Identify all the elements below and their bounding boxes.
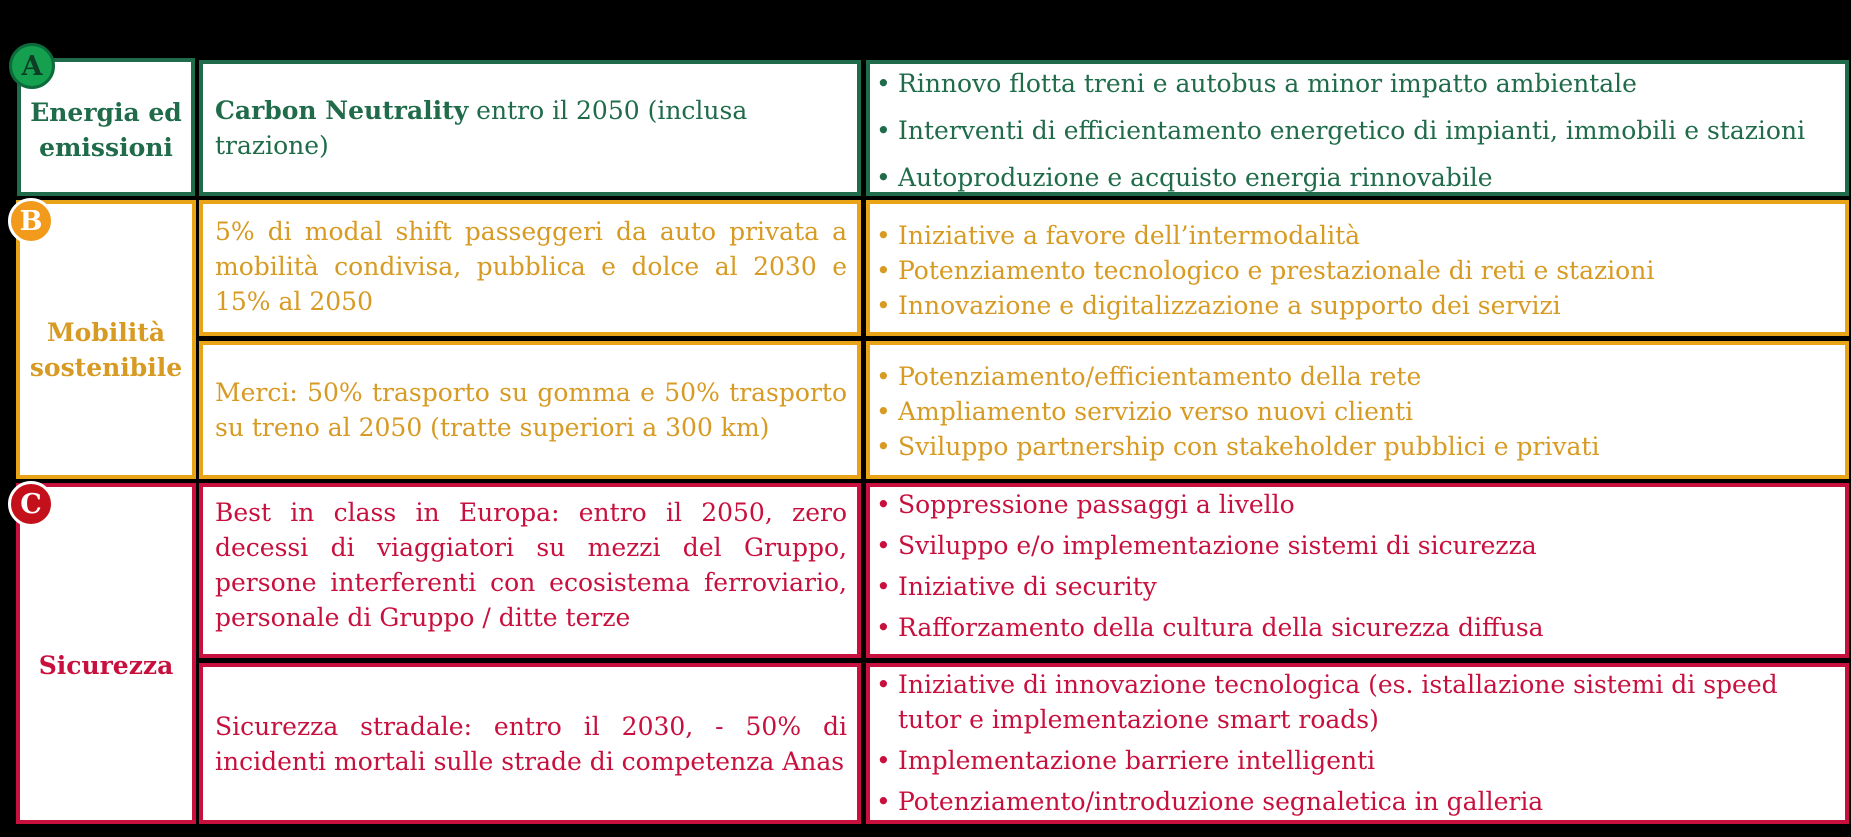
target-text: Sicurezza stradale: entro il 2030, - 50% di incidenti mortali sulle strade di competenza Anas xyxy=(215,711,847,776)
category-mobilita-sostenibile xyxy=(16,200,196,479)
badge-label: C xyxy=(20,488,42,520)
action-item: • Soppressione passaggi a livello xyxy=(898,487,1835,522)
target-text: 5% di modal shift passeggeri da auto privata a mobilità condivisa, pubblica e dolce al 2030 e 15% al 2050 xyxy=(215,216,847,316)
action-item: • Implementazione barriere intelligenti xyxy=(898,743,1835,778)
badge-a xyxy=(9,43,55,89)
action-item: • Sviluppo partnership con stakeholder pubblici e privati xyxy=(898,429,1835,464)
action-item: • Iniziative di security xyxy=(898,569,1835,604)
action-item: • Potenziamento tecnologico e prestazionale di reti e stazioni xyxy=(898,253,1835,288)
target-best-in-class xyxy=(199,483,861,658)
target-carbon-neutrality xyxy=(199,60,861,196)
target-text: Merci: 50% trasporto su gomma e 50% trasporto su treno al 2050 (tratte superiori a 300 km) xyxy=(215,378,847,442)
target-sicurezza-stradale xyxy=(199,663,861,824)
badge-label: A xyxy=(21,50,43,82)
target-modal-shift xyxy=(199,200,861,336)
action-item: • Rinnovo flotta treni e autobus a minor impatto ambientale xyxy=(898,66,1835,101)
action-item: • Sviluppo e/o implementazione sistemi di sicurezza xyxy=(898,528,1835,563)
actions-energia xyxy=(866,60,1849,196)
action-item: • Rafforzamento della cultura della sicurezza diffusa xyxy=(898,610,1835,645)
action-item: • Ampliamento servizio verso nuovi clienti xyxy=(898,394,1835,429)
category-sicurezza xyxy=(16,483,196,824)
category-label: Energia ed emissioni xyxy=(30,98,182,162)
category-label: Sicurezza xyxy=(38,651,174,680)
target-text: entro il 2050 (inclusa trazione) xyxy=(215,96,748,160)
action-item: • Interventi di efficientamento energetico di impianti, immobili e stazioni xyxy=(898,113,1835,148)
actions-mobilita-2 xyxy=(866,341,1849,479)
category-label: Mobilità sostenibile xyxy=(29,317,183,382)
target-bold-text: Carbon Neutrality xyxy=(215,96,469,125)
target-text: Best in class in Europa: entro il 2050, zero decessi di viaggiatori su mezzi del Gruppo, persone interferenti con ecosistema ferroviario, personale di Gruppo / ditte terze xyxy=(215,497,847,632)
actions-sicurezza-1 xyxy=(866,483,1849,658)
action-item: • Potenziamento/introduzione segnaletica in galleria xyxy=(898,784,1835,819)
action-item: • Autoproduzione e acquisto energia rinnovabile xyxy=(898,160,1835,195)
badge-label: B xyxy=(19,205,43,237)
badge-b xyxy=(8,198,54,244)
action-item: • Potenziamento/efficientamento della rete xyxy=(898,359,1835,394)
action-item: • Innovazione e digitalizzazione a supporto dei servizi xyxy=(898,288,1835,323)
action-item: • Iniziative a favore dell’intermodalità xyxy=(898,218,1835,253)
actions-mobilita-1 xyxy=(866,200,1849,336)
badge-c xyxy=(8,481,54,527)
action-item: • Iniziative di innovazione tecnologica (es. istallazione sistemi di speed tutor e implementazione smart roads) xyxy=(898,667,1835,737)
target-merci xyxy=(199,341,861,479)
actions-sicurezza-2 xyxy=(866,663,1849,824)
